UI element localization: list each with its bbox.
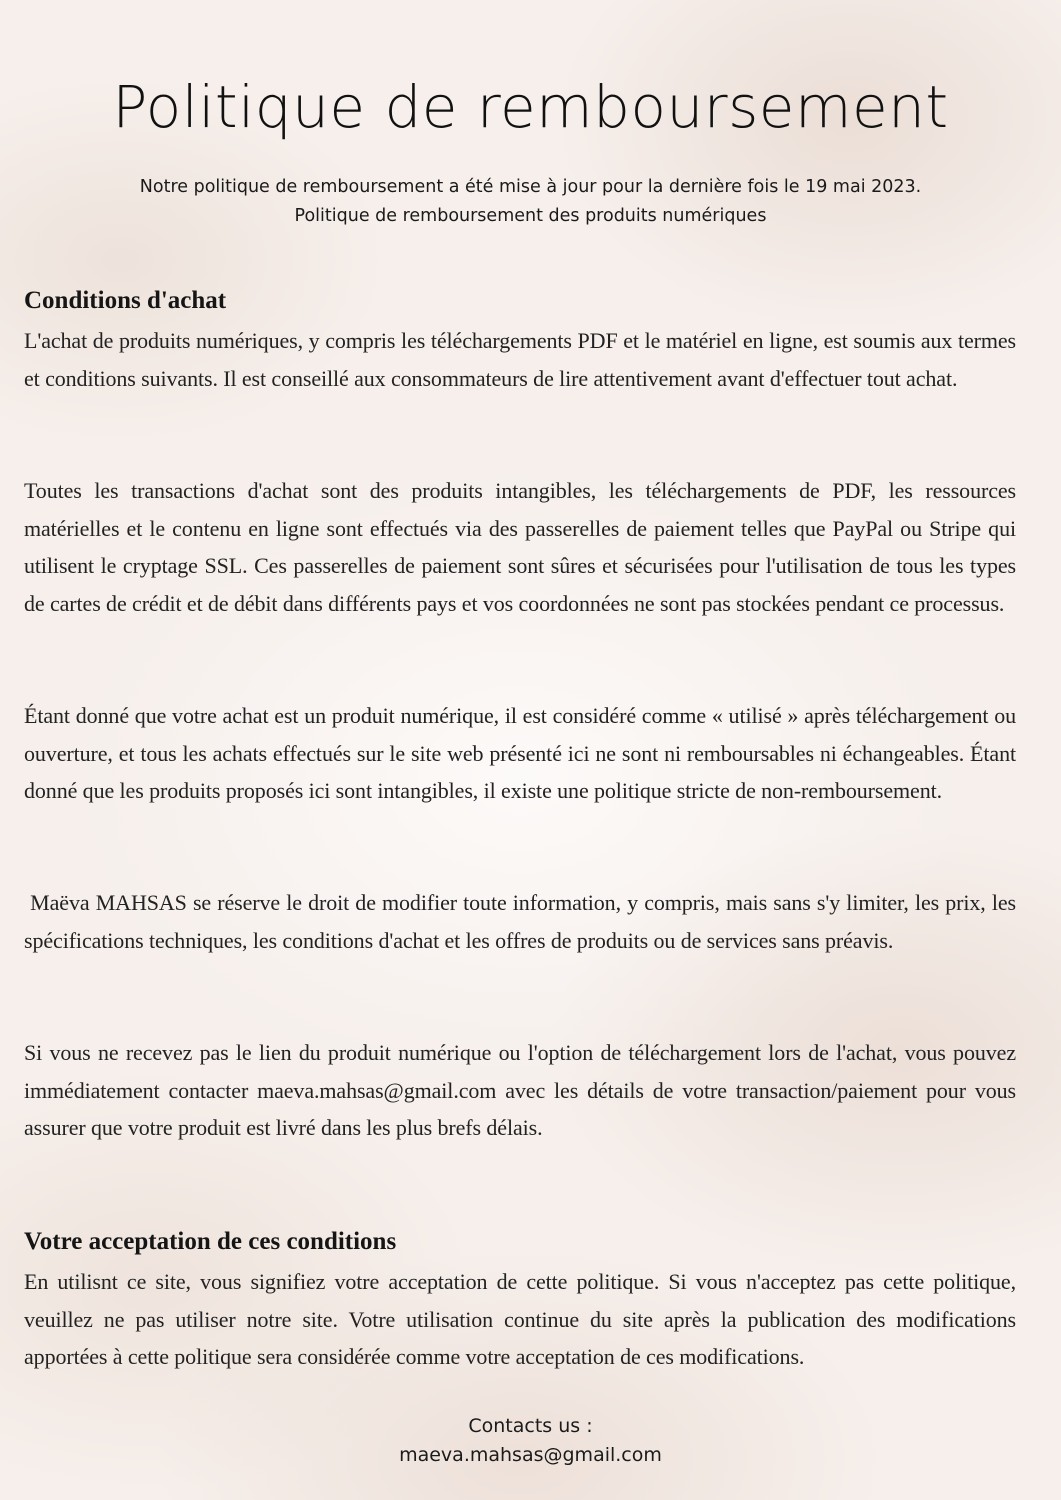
last-updated-note: Notre politique de remboursement a été mise à jour pour la dernière fois le 19 mai 2023. — [139, 177, 922, 197]
paragraph-right-to-modify: Maëva MAHSAS se réserve le droit de modifier toute information, y compris, mais sans s'y limiter, les prix, les spécifications techniques, les conditions d'achat et les offres de produits ou de services sans préavis. — [24, 890, 1022, 953]
paragraph-payment-gateways: Toutes les transactions d'achat sont des produits intangibles, les téléchargements de PDF, les ressources matérielles et le contenu en ligne sont effectués via des passerelles de paiement telles que PayPal ou Stripe qui utilisent le cryptage SSL. Ces passerelles de paiement sont sûres et sécurisées pour l'utilisation de tous les types de cartes de crédit et de débit dans différents pays et vos coordonnées ne sont pas stockées pendant ce processus. — [24, 478, 1016, 616]
section-heading-purchase-conditions: Conditions d'achat — [24, 287, 227, 314]
paragraph-no-refund-policy: Étant donné que votre achat est un produit numérique, il est considéré comme « utilisé » après téléchargement ou ouverture, et tous les achats effectués sur le site web présenté ici ne sont ni remboursables ni échangeables. Étant donné que les produits proposés ici sont intangibles, il existe une politique stricte de non-remboursement. — [24, 703, 1016, 803]
document-subtitle: Politique de remboursement des produits numériques — [294, 206, 767, 226]
section-heading-acceptance: Votre acceptation de ces conditions — [24, 1228, 397, 1255]
paragraph-acceptance-terms: En utilisnt ce site, vous signifiez votre acceptation de cette politique. Si vous n'acceptez pas cette politique, veuillez ne pas utiliser notre site. Votre utilisation continue du site après la publication des modifications apportées à cette politique sera considérée comme votre acceptation de ces modifications. — [24, 1269, 1016, 1369]
contact-email-link[interactable]: maeva.mahsas@gmail.com — [399, 1444, 662, 1466]
page-title: Politique de remboursement — [112, 73, 949, 141]
contact-label: Contacts us : — [468, 1415, 593, 1437]
paragraph-missing-download-contact: Si vous ne recevez pas le lien du produit numérique ou l'option de téléchargement lors de l'achat, vous pouvez immédiatement contacter maeva.mahsas@gmail.com avec les détails de votre transaction/paiement pour vous assurer que votre produit est livré dans les plus brefs délais. — [24, 1040, 1016, 1140]
paragraph-digital-products-terms: L'achat de produits numériques, y compris les téléchargements PDF et le matériel en ligne, est soumis aux termes et conditions suivants. Il est conseillé aux consommateurs de lire attentivement avant d'effectuer tout achat. — [24, 328, 1016, 391]
